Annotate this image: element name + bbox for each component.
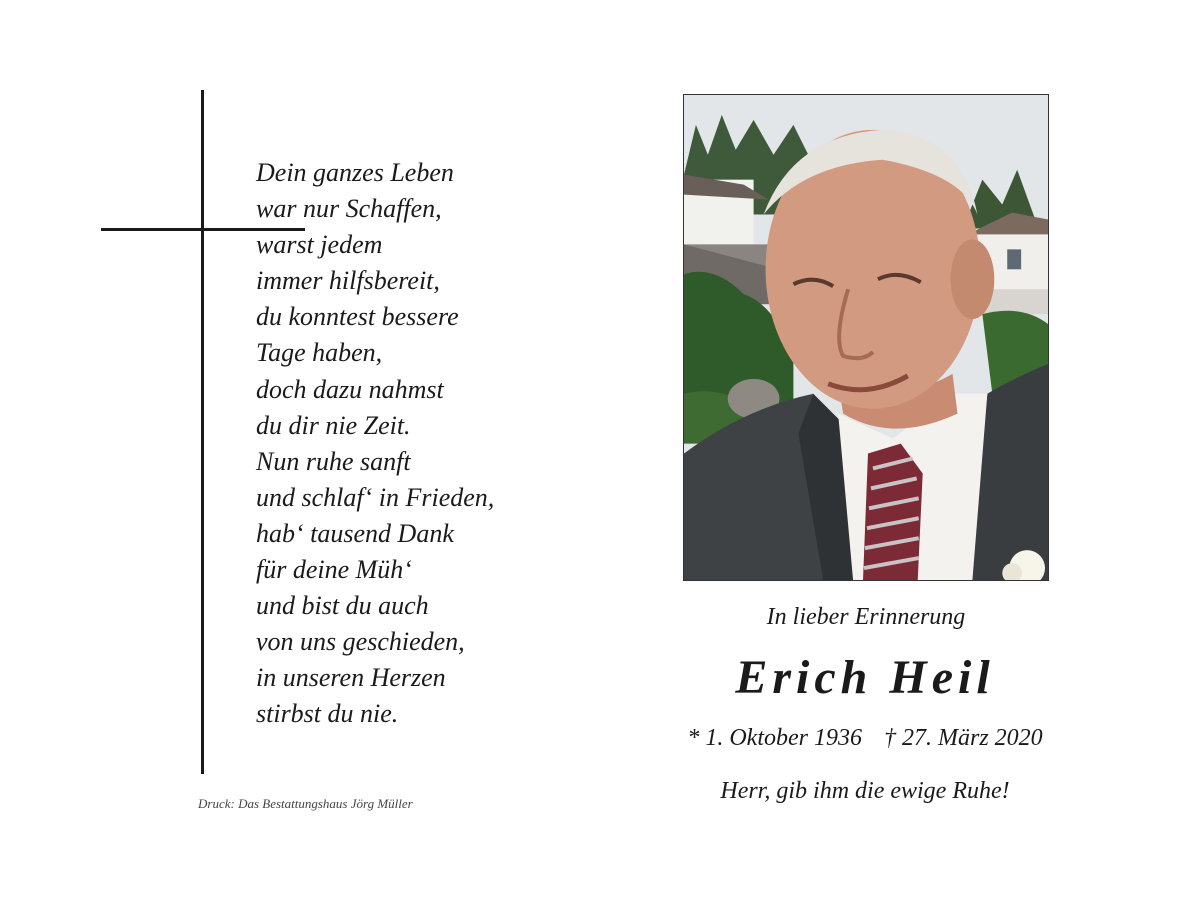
blessing-text: Herr, gib ihm die ewige Ruhe! (720, 778, 1010, 804)
poem-line: immer hilfsbereit, (256, 266, 440, 296)
poem (256, 155, 494, 733)
poem-line: du konntest bessere (256, 302, 459, 332)
poem-line: und bist du auch (256, 591, 429, 621)
poem-line: doch dazu nahmst (256, 374, 444, 404)
memorial-intro: In lieber Erinnerung (766, 604, 966, 630)
death-date: 27. März 2020 (901, 725, 1043, 751)
poem-line: Dein ganzes Leben (256, 158, 454, 187)
poem-line: in unseren Herzen (256, 663, 446, 693)
poem-line: und schlaf‘ in Frieden, (256, 482, 495, 512)
poem-line: Nun ruhe sanft (256, 446, 411, 476)
birth-symbol: * (687, 725, 700, 751)
printer-credit: Druck: Das Bestattungshaus Jörg Müller (198, 796, 413, 811)
poem-line: für deine Müh‘ (256, 555, 412, 585)
poem-line: du dir nie Zeit. (256, 410, 411, 440)
birth-date: 1. Oktober 1936 (705, 725, 862, 751)
deceased-name: Erich Heil (735, 651, 995, 704)
poem-line: von uns geschieden, (256, 627, 465, 657)
poem-line: hab‘ tausend Dank (256, 518, 454, 548)
death-cross-symbol: † (883, 725, 896, 751)
cross-vertical-bar (201, 90, 204, 774)
poem-line: stirbst du nie. (256, 699, 399, 729)
portrait-illustration (684, 95, 1048, 580)
poem-line: war nur Schaffen, (256, 194, 442, 224)
poem-line: warst jedem (256, 230, 383, 260)
poem-line: Tage haben, (256, 338, 383, 368)
portrait-photo (683, 94, 1049, 581)
life-dates (640, 725, 1090, 752)
